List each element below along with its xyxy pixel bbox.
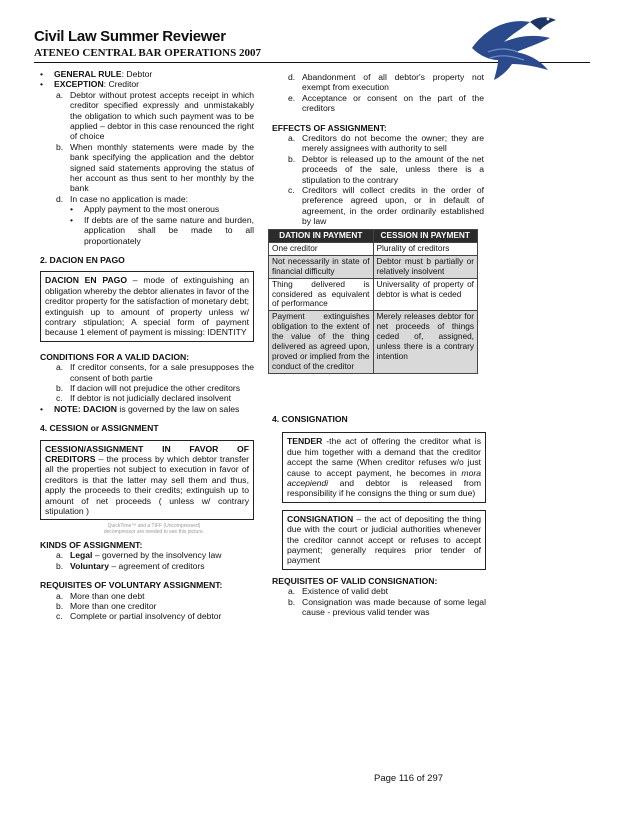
exception-label: EXCEPTION: [54, 79, 104, 90]
table-cell: One creditor: [269, 242, 374, 255]
cession-definition-box: CESSION/ASSIGNMENT IN FAVOR OF CREDITORS – the process by which debtor transfer all the properties not subject to execution in favor of creditors is that the latter may sell them and thus, apply the proceeds to their credits; extinguish up to amount of net proceeds ( unless w/ contrary stipulation ): [40, 440, 254, 521]
list-item: d. Abandonment of all debtor's property not exempt from execution: [288, 72, 484, 93]
right-column: [272, 72, 484, 227]
exception-text: : Creditor: [103, 79, 140, 90]
dacion-definition-box: DACION EN PAGO – mode of extinguishing an obligation whereby the debtor alienates in favor of the creditor property for the satisfaction of monetary debt; extinguish up to amount of property unless w/ contrary stipulation; A special form of payment because 1 element of payment is missing: IDENTITY: [40, 271, 254, 341]
right-column-lower: [272, 414, 486, 618]
table-row: [269, 311, 478, 373]
general-rule-label: GENERAL RULE: [54, 69, 122, 79]
kinds-heading: KINDS OF ASSIGNMENT:: [40, 540, 143, 550]
table-header-cell: CESSION IN PAYMENT: [373, 230, 478, 243]
table-row: [269, 242, 478, 255]
note-text: is governed by the law on sales: [117, 403, 240, 414]
consignation-heading: 4. CONSIGNATION: [272, 414, 348, 424]
table-cell: Merely releases debtor for net proceeds of things ceded of, assigned, unless there is a contrary intention: [373, 311, 478, 373]
table-cell: Not necessarily in state of financial difficulty: [269, 255, 374, 278]
dacion-heading: 2. DACION EN PAGO: [40, 254, 125, 265]
effects-heading: EFFECTS OF ASSIGNMENT:: [272, 122, 387, 133]
list-item: a. If creditor consents, for a sale presupposes the consent of both partie: [56, 362, 254, 383]
list-item: b. Voluntary – agreement of creditors: [56, 560, 205, 571]
image-placeholder-note: QuickTime™ and a TIFF (Uncompressed) decompressor are needed to see this picture.: [103, 523, 205, 535]
dation-vs-cession-table: [268, 229, 478, 374]
list-item: a. Existence of valid debt: [288, 586, 388, 597]
list-item: a. More than one debt: [56, 590, 145, 601]
list-item: b. Debtor is released up to the amount of the net proceeds of the sale, unless there is a stipulation to the contrary: [288, 153, 484, 185]
cession-heading: 4. CESSION or ASSIGNMENT: [40, 423, 159, 434]
table-header-cell: DATION IN PAYMENT: [269, 230, 374, 243]
sub-bullet: • If debts are of the same nature and burden, application shall be made to all proportionately: [70, 215, 254, 246]
document-subtitle: ATENEO CENTRAL BAR OPERATIONS 2007: [34, 47, 261, 59]
table-row: [269, 255, 478, 278]
table-cell: Payment extinguishes obligation to the extent of the value of the thing delivered as agreed upon, proved or implied from the conduct of the creditor: [269, 311, 374, 373]
list-item: b. If dacion will not prejudice the other creditors: [56, 382, 241, 393]
left-column: [40, 69, 254, 520]
valid-consignation-heading: REQUISITES OF VALID CONSIGNATION:: [272, 575, 438, 586]
consignation-definition-box: CONSIGNATION – the act of depositing the thing due with the court or judicial authorities whenever the creditor cannot accept or refuses to accept payment; generally requires prior tender of payment: [282, 510, 486, 570]
list-item: b. More than one creditor: [56, 601, 157, 612]
list-item: d. In case no application is made:: [56, 193, 188, 204]
list-item: c. If debtor is not judicially declared insolvent: [56, 393, 231, 404]
table-cell: Universality of property of debtor is what is ceded: [373, 278, 478, 311]
list-item: b. When monthly statements were made by the bank specifying the application and the debtor signed said statements approving the status of her account as thus sent to her monthly by the bank: [56, 141, 254, 194]
list-item: c. Complete or partial insolvency of debtor: [56, 611, 222, 622]
requisites-heading: REQUISITES OF VOLUNTARY ASSIGNMENT:: [40, 580, 223, 591]
document-title: Civil Law Summer Reviewer: [34, 28, 226, 45]
list-item: b. Consignation was made because of some legal cause - previous valid tender was: [288, 596, 486, 618]
tender-definition-box: TENDER -the act of offering the creditor what is due him together with a demand that the creditor accept the same (When creditor refuses w/o just cause to accept payment, he becomes in mora accepiendi and debtor is released from responsibility if he consigns the thing or sum due): [282, 432, 486, 502]
list-item: a. Legal – governed by the insolvency law: [56, 550, 222, 561]
page-number: Page 116 of 297: [374, 773, 444, 784]
note-label: NOTE: DACION: [54, 403, 118, 414]
list-item: e. Acceptance or consent on the part of the creditors: [288, 92, 484, 114]
table-row: [269, 278, 478, 311]
list-item: a. Debtor without protest accepts receipt in which creditor specified expressly and unmistakably the obligation to which such payment was to be applied – debtor in this case renounced the right of choice: [56, 89, 254, 142]
conditions-heading: CONDITIONS FOR A VALID DACION:: [40, 351, 190, 362]
list-item: c. Creditors will collect credits in the order of preference agreed upon, or in default of agreement, in the order ordinarily established by law: [288, 185, 484, 227]
table-cell: Debtor must b partially or relatively insolvent: [373, 255, 478, 278]
sub-bullet: • Apply payment to the most onerous: [70, 204, 254, 214]
table-header-row: [269, 230, 478, 243]
list-item: a. Creditors do not become the owner; they are merely assignees with authority to sell: [288, 133, 484, 154]
left-column-lower: [40, 540, 254, 622]
table-cell: Plurality of creditors: [373, 242, 478, 255]
table-cell: Thing delivered is considered as equivalent of performance: [269, 278, 374, 311]
general-rule-text: : Debtor: [121, 69, 153, 79]
